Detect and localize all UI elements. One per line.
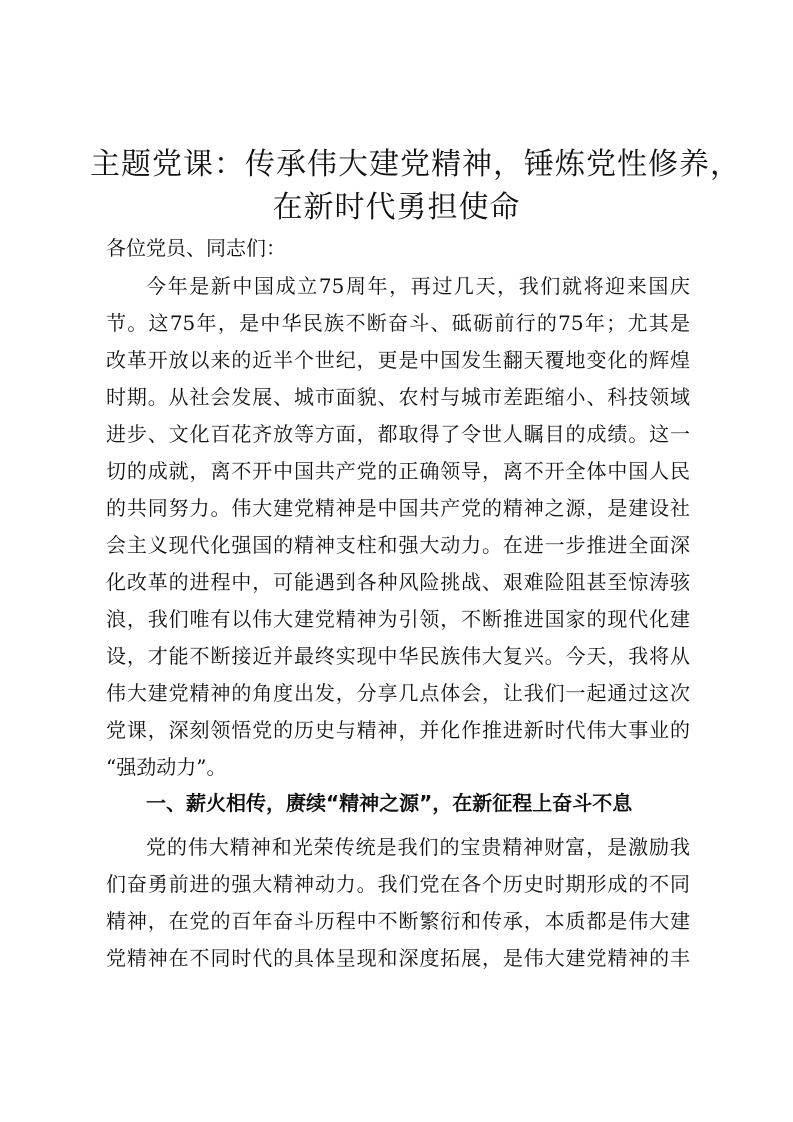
section-1-heading: 一、薪火相传，赓续“精神之源”，在新征程上奋斗不息 bbox=[146, 791, 633, 815]
document-title-line-1: 主题党课：传承伟大建党精神，锤炼党性修养， bbox=[90, 147, 741, 182]
intro-paragraph-line: 的共同努力。伟大建党精神是中国共产党的精神之源，是建设社 bbox=[106, 496, 690, 520]
intro-paragraph-line: 切的成就，离不开中国共产党的正确领导，离不开全体中国人民 bbox=[106, 459, 690, 483]
intro-paragraph-line: 党课，深刻领悟党的历史与精神，并化作推进新时代伟大事业的 bbox=[106, 718, 690, 742]
document-title-line-2: 在新时代勇担使命 bbox=[272, 190, 521, 225]
intro-paragraph-line: 伟大建党精神的角度出发，分享几点体会，让我们一起通过这次 bbox=[106, 681, 690, 705]
intro-paragraph-line: 时期。从社会发展、城市面貌、农村与城市差距缩小、科技领域 bbox=[106, 385, 690, 409]
intro-paragraph-line: 设，才能不断接近并最终实现中华民族伟大复兴。今天，我将从 bbox=[106, 644, 690, 668]
intro-paragraph-line: 节。这75年，是中华民族不断奋斗、砥砺前行的75年；尤其是 bbox=[106, 311, 690, 335]
intro-paragraph-line: 进步、文化百花齐放等方面，都取得了令世人瞩目的成绩。这一 bbox=[106, 422, 690, 446]
section-1-paragraph-line: 们奋勇前进的强大精神动力。我们党在各个历史时期形成的不同 bbox=[106, 872, 690, 896]
section-1-paragraph-line: 党的伟大精神和光荣传统是我们的宝贵精神财富，是激励我 bbox=[146, 835, 690, 859]
section-1-paragraph-line: 精神，在党的百年奋斗历程中不断繁衍和传承，本质都是伟大建 bbox=[106, 909, 690, 933]
section-1-paragraph-line: 党精神在不同时代的具体呈现和深度拓展，是伟大建党精神的丰 bbox=[106, 946, 690, 970]
greeting: 各位党员、同志们： bbox=[106, 236, 286, 260]
intro-paragraph-line: 化改革的进程中，可能遇到各种风险挑战、艰难险阻甚至惊涛骇 bbox=[106, 570, 690, 594]
intro-paragraph-line: 改革开放以来的近半个世纪，更是中国发生翻天覆地变化的辉煌 bbox=[106, 348, 690, 372]
intro-paragraph-line: 会主义现代化强国的精神支柱和强大动力。在进一步推进全面深 bbox=[106, 533, 690, 557]
intro-paragraph-line: 今年是新中国成立75周年，再过几天，我们就将迎来国庆 bbox=[146, 274, 690, 298]
intro-paragraph-line: 浪，我们唯有以伟大建党精神为引领，不断推进国家的现代化建 bbox=[106, 607, 690, 631]
intro-paragraph-line: “强劲动力”。 bbox=[106, 755, 227, 779]
